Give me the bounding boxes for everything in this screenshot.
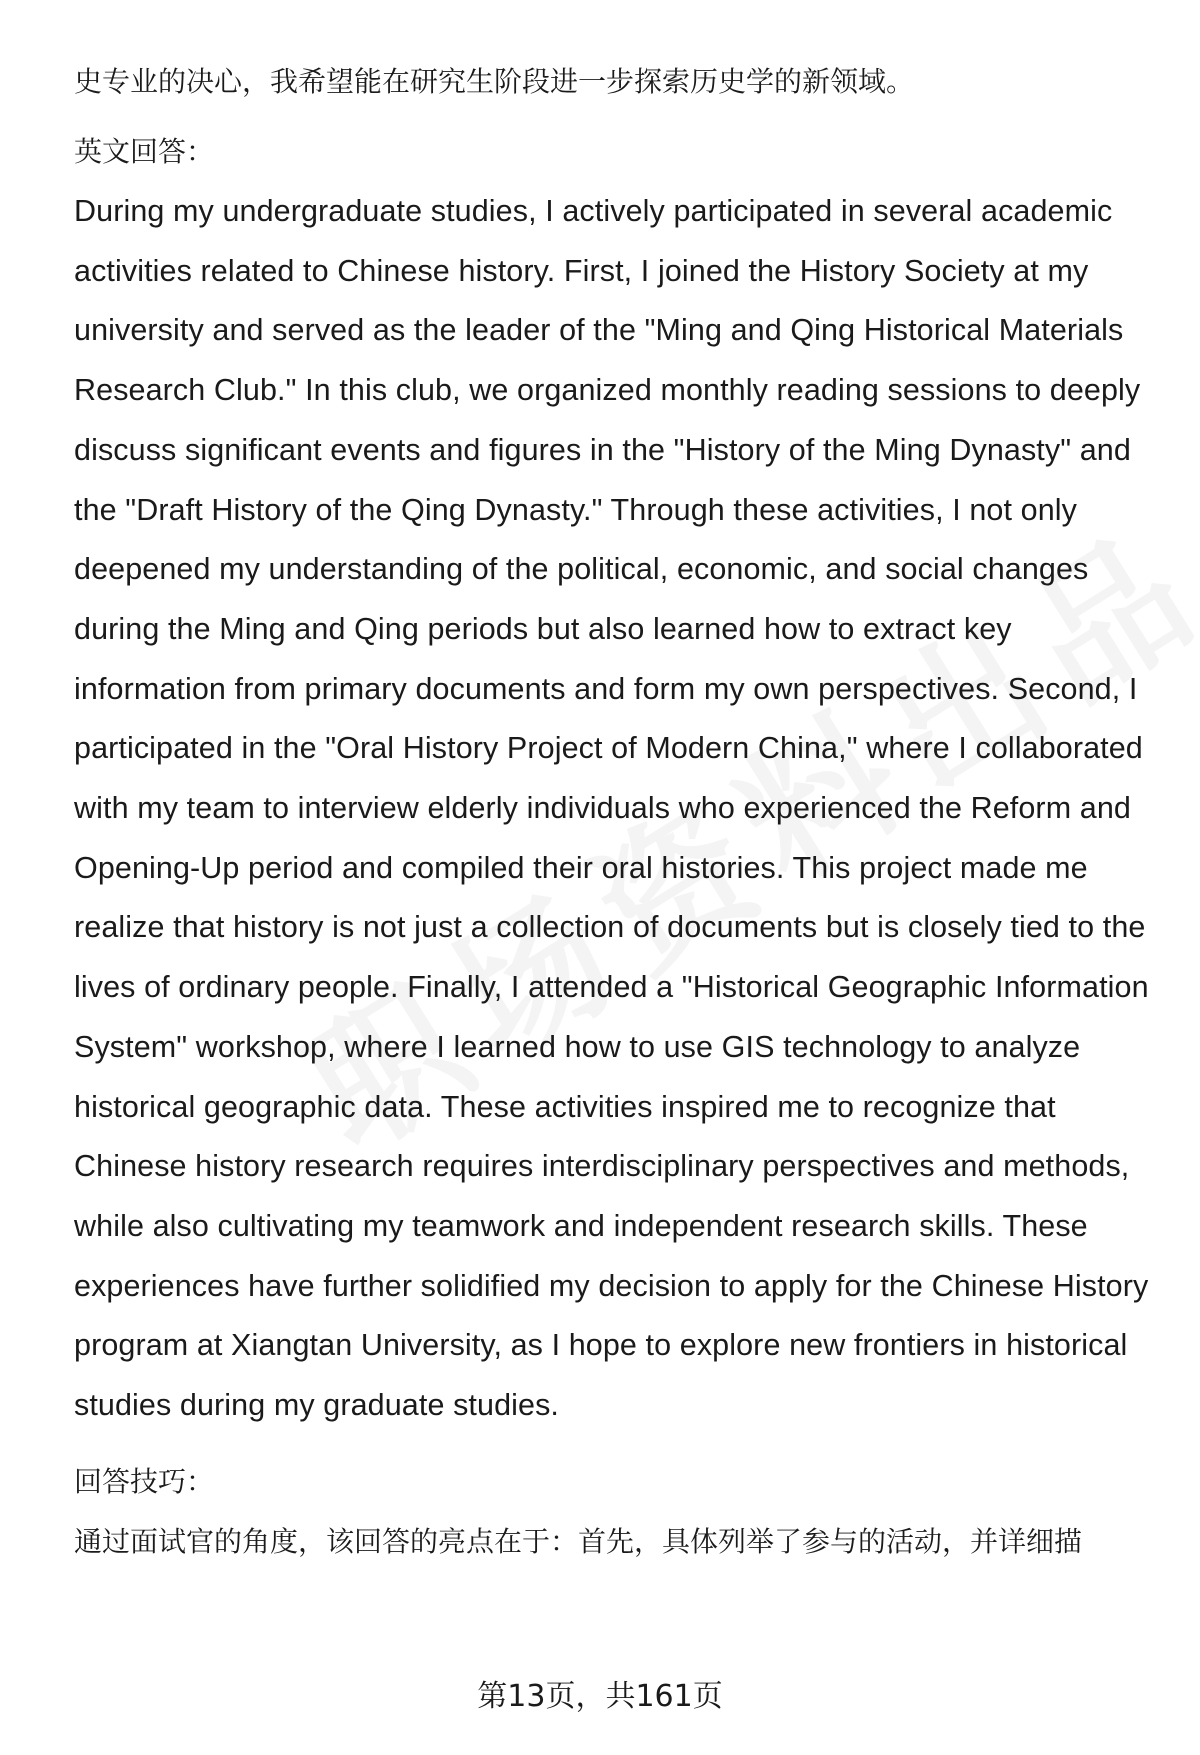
english-answer-label: 英文回答：	[74, 135, 215, 168]
intro-continuation-text: 史专业的决心，我希望能在研究生阶段进一步探索历史学的新领域。	[74, 65, 915, 98]
page-content	[74, 52, 1154, 1572]
tips-text: 通过面试官的角度，该回答的亮点在于：首先，具体列举了参与的活动，并详细描	[74, 1524, 1083, 1558]
tips-label: 回答技巧：	[74, 1464, 215, 1498]
page-number: 第13页，共161页	[477, 1679, 723, 1714]
english-answer-text: During my undergraduate studies, I actively participated in several academic activities related to Chinese history. First, I joined the History Society at my university and served as the leader of the "Ming and Qing Historical Materials Research Club." In this club, we organized monthly reading sessions to deeply discuss significant events and figures in the "History of the Ming Dynasty" and the "Draft History of the Qing Dynasty." Through these activities, I not only deepened my understanding of the political, economic, and social changes during the Ming and Qing periods but also learned how to extract key information from primary documents and form my own perspectives. Second, I participated in the "Oral History Project of Modern China," where I collaborated with my team to interview elderly individuals who experienced the Reform and Opening-Up period and compiled their oral histories. This project made me realize that history is not just a collection of documents but is closely tied to the lives of ordinary people. Finally, I attended a "Historical Geographic Information System" workshop, where I learned how to use GIS technology to analyze historical geographic data. These activities inspired me to recognize that Chinese history research requires interdisciplinary perspectives and methods, while also cultivating my teamwork and independent research skills. These experiences have further solidified my decision to apply for the Chinese History program at Xiangtan University, as I hope to explore new frontiers in historical studies during my graduate studies.	[74, 194, 1149, 1423]
